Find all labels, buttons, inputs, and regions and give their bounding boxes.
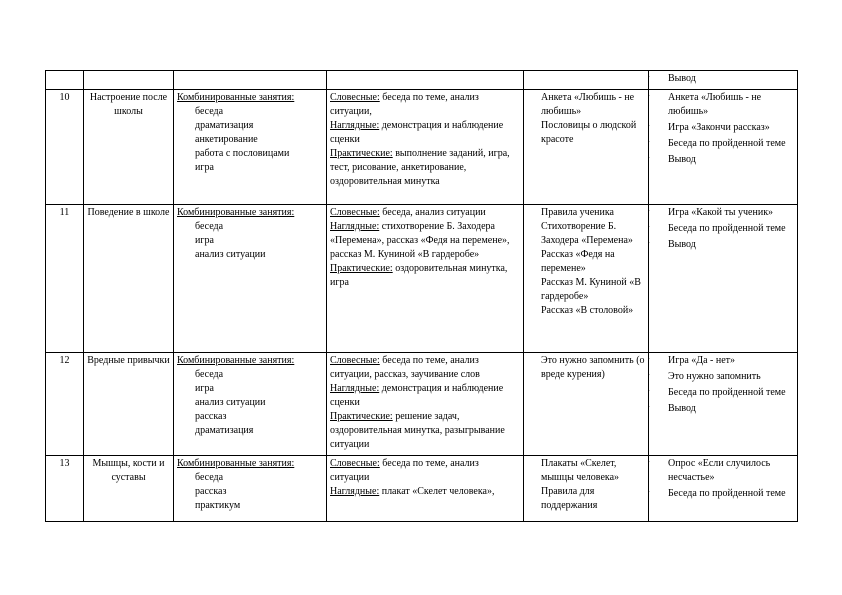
lesson-number-cell: [46, 90, 84, 205]
lesson-plan-body: [46, 71, 798, 522]
lesson-methods-cell: [327, 90, 524, 205]
method-group: [330, 457, 520, 485]
table-row: [46, 205, 798, 353]
materials-list: [527, 457, 645, 513]
method-group: [330, 262, 520, 290]
list-item: ✔ Опрос «Если случилось несчастье»: [652, 457, 794, 485]
table-row: [46, 353, 798, 456]
lesson-topic-cell: [84, 71, 174, 90]
lesson-topic: Поведение в школе: [87, 207, 170, 218]
list-item: • практикум: [177, 499, 323, 513]
list-item: • анализ ситуации: [177, 396, 323, 410]
forms-list: [177, 368, 323, 438]
list-item: • беседа: [177, 105, 323, 119]
method-text: беседа по теме, анализ ситуации, рассказ, заучивание слов: [330, 355, 480, 380]
materials-list: [527, 206, 645, 318]
forms-title: Комбинированные занятия:: [177, 92, 295, 103]
list-item: ✔ Вывод: [652, 153, 794, 167]
method-group: [330, 119, 520, 147]
questions-list: [652, 354, 794, 416]
lesson-forms-cell: [174, 90, 327, 205]
list-item: • Пословицы о людской красоте: [527, 119, 645, 147]
method-label: Практические:: [330, 411, 393, 422]
lesson-materials-cell: [524, 456, 649, 522]
lesson-questions-cell: [649, 353, 798, 456]
lesson-materials-cell: [524, 71, 649, 90]
method-group: [330, 91, 520, 119]
list-item: • беседа: [177, 220, 323, 234]
list-item: • Рассказ М. Куниной «В гардеробе»: [527, 276, 645, 304]
method-label: Наглядные:: [330, 221, 380, 232]
list-item: ✔ Игра «Закончи рассказ»: [652, 121, 794, 135]
lesson-topic-cell: [84, 456, 174, 522]
method-label: Практические:: [330, 148, 393, 159]
list-item: • Правила для поддержания: [527, 485, 645, 513]
method-label: Словесные:: [330, 92, 380, 103]
lesson-questions-cell: [649, 90, 798, 205]
lesson-methods-cell: [327, 353, 524, 456]
list-item: • беседа: [177, 368, 323, 382]
forms-list: [177, 471, 323, 513]
method-text: беседа, анализ ситуации: [379, 207, 486, 218]
lesson-topic-cell: [84, 353, 174, 456]
lesson-number-cell: [46, 353, 84, 456]
method-group: [330, 410, 520, 452]
questions-list: [652, 457, 794, 501]
list-item: • Анкета «Любишь - не любишь»: [527, 91, 645, 119]
table-row: [46, 71, 798, 90]
questions-list: [652, 91, 794, 167]
lesson-materials-cell: [524, 205, 649, 353]
list-item: ✔ Игра «Какой ты ученик»: [652, 206, 794, 220]
list-item: ✔ Игра «Да - нет»: [652, 354, 794, 368]
lesson-topic-cell: [84, 90, 174, 205]
list-item: • анкетирование: [177, 133, 323, 147]
method-text: беседа по теме, анализ ситуации,: [330, 92, 479, 117]
list-item: • Стихотворение Б. Заходера «Перемена»: [527, 220, 645, 248]
method-group: [330, 485, 520, 499]
method-text: стихотворение Б. Заходера «Перемена», рассказ «Федя на перемене», рассказ М. Куниной «В гардеробе»: [330, 221, 510, 260]
questions-list: [652, 206, 794, 252]
lesson-topic: Вредные привычки: [87, 355, 170, 366]
table-row: [46, 90, 798, 205]
list-item: • игра: [177, 234, 323, 248]
list-item: • рассказ: [177, 410, 323, 424]
method-group: [330, 147, 520, 189]
method-label: Практические:: [330, 263, 393, 274]
list-item: • Рассказ «Федя на перемене»: [527, 248, 645, 276]
list-item: • драматизация: [177, 424, 323, 438]
lesson-materials-cell: [524, 353, 649, 456]
lesson-number: 13: [59, 458, 70, 469]
list-item: ✔ Вывод: [652, 402, 794, 416]
lesson-number: 11: [59, 207, 70, 218]
lesson-questions-cell: [649, 205, 798, 353]
lesson-forms-cell: [174, 71, 327, 90]
method-text: оздоровительная минутка, игра: [330, 263, 508, 288]
forms-title: Комбинированные занятия:: [177, 355, 295, 366]
lesson-forms-cell: [174, 205, 327, 353]
method-label: Словесные:: [330, 207, 380, 218]
list-item: • беседа: [177, 471, 323, 485]
lesson-forms-cell: [174, 353, 327, 456]
lesson-methods-cell: [327, 205, 524, 353]
lesson-materials-cell: [524, 90, 649, 205]
lesson-number: 12: [59, 355, 70, 366]
list-item: ✔ Вывод: [652, 238, 794, 252]
table-row: [46, 456, 798, 522]
list-item: • Это нужно запомнить (о вреде курения): [527, 354, 645, 382]
lesson-topic: Настроение после школы: [89, 92, 168, 117]
method-text: демонстрация и наблюдение сценки: [330, 383, 504, 408]
list-item: ✔ Беседа по пройденной теме: [652, 137, 794, 151]
lesson-number-cell: [46, 71, 84, 90]
list-item: • рассказ: [177, 485, 323, 499]
list-item: • работа с пословицами: [177, 147, 323, 161]
list-item: • драматизация: [177, 119, 323, 133]
lesson-plan-table: [45, 70, 798, 522]
method-label: Наглядные:: [330, 486, 380, 497]
method-group: [330, 354, 520, 382]
method-group: [330, 382, 520, 410]
lesson-questions-cell: [649, 456, 798, 522]
materials-list: [527, 354, 645, 382]
questions-list: [652, 72, 794, 86]
lesson-number-cell: [46, 205, 84, 353]
method-label: Наглядные:: [330, 383, 380, 394]
list-item: • Рассказ «В столовой»: [527, 304, 645, 318]
lesson-questions-cell: [649, 71, 798, 90]
lesson-methods-cell: [327, 456, 524, 522]
method-label: Наглядные:: [330, 120, 380, 131]
forms-list: [177, 220, 323, 262]
method-label: Словесные:: [330, 355, 380, 366]
method-text: плакат «Скелет человека»,: [379, 486, 495, 497]
list-item: • игра: [177, 161, 323, 175]
lesson-number: 10: [59, 92, 70, 103]
method-text: решение задач, оздоровительная минутка, разыгрывание ситуации: [330, 411, 505, 450]
forms-title: Комбинированные занятия:: [177, 458, 295, 469]
lesson-forms-cell: [174, 456, 327, 522]
list-item: • Правила ученика: [527, 206, 645, 220]
lesson-topic: Мышцы, кости и суставы: [92, 458, 165, 483]
list-item: ✔ Беседа по пройденной теме: [652, 222, 794, 236]
method-group: [330, 220, 520, 262]
list-item: ✔ Беседа по пройденной теме: [652, 487, 794, 501]
method-group: [330, 206, 520, 220]
list-item: ✔ Вывод: [652, 72, 794, 86]
list-item: • Плакаты «Скелет, мышцы человека»: [527, 457, 645, 485]
list-item: ✔ Беседа по пройденной теме: [652, 386, 794, 400]
method-text: демонстрация и наблюдение сценки: [330, 120, 504, 145]
list-item: • игра: [177, 382, 323, 396]
method-text: выполнение заданий, игра, тест, рисование, анкетирование, оздоровительная минутка: [330, 148, 510, 187]
lesson-methods-cell: [327, 71, 524, 90]
list-item: ✔ Это нужно запомнить: [652, 370, 794, 384]
lesson-topic-cell: [84, 205, 174, 353]
lesson-number-cell: [46, 456, 84, 522]
forms-list: [177, 105, 323, 175]
forms-title: Комбинированные занятия:: [177, 207, 295, 218]
list-item: • анализ ситуации: [177, 248, 323, 262]
materials-list: [527, 91, 645, 147]
method-label: Словесные:: [330, 458, 380, 469]
method-text: беседа по теме, анализ ситуации: [330, 458, 479, 483]
list-item: ✔ Анкета «Любишь - не любишь»: [652, 91, 794, 119]
